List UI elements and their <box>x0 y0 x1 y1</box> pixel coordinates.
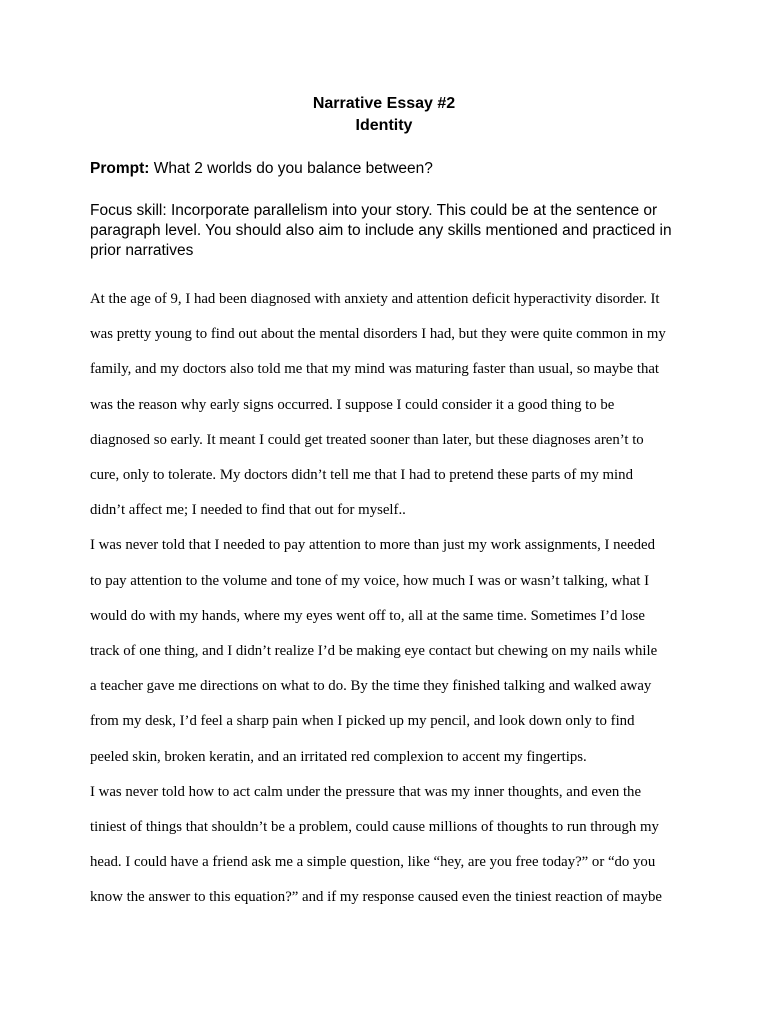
essay-line: I was never told how to act calm under the pressure that was my inner thoughts, and even the <box>90 783 642 800</box>
document-title: Narrative Essay #2 <box>312 95 456 112</box>
essay-line: cure, only to tolerate. My doctors didn’t tell me that I had to pretend these parts of my mind <box>90 467 633 484</box>
essay-line: a teacher gave me directions on what to do. By the time they finished talking and walked away <box>90 678 652 695</box>
prompt-paragraph <box>90 159 690 179</box>
document-subtitle: Identity <box>355 117 413 134</box>
essay-line: would do with my hands, where my eyes went off to, all at the same time. Sometimes I’d lose <box>90 607 645 624</box>
essay-line: At the age of 9, I had been diagnosed with anxiety and attention deficit hyperactivity disorder. It <box>90 291 660 307</box>
essay-line: track of one thing, and I didn’t realize I’d be making eye contact but chewing on my nails while <box>90 643 658 660</box>
essay-line: was pretty young to find out about the mental disorders I had, but they were quite common in my <box>90 326 666 343</box>
focus-line: prior narratives <box>90 242 194 259</box>
essay-line: head. I could have a friend ask me a simple question, like “hey, are you free today?” or “do you <box>90 854 656 871</box>
essay-line: from my desk, I’d feel a sharp pain when I picked up my pencil, and look down only to find <box>90 713 635 730</box>
essay-line: tiniest of things that shouldn’t be a problem, could cause millions of thoughts to run through my <box>90 819 659 836</box>
prompt-label: Prompt: <box>90 160 150 177</box>
essay-line: diagnosed so early. It meant I could get treated sooner than later, but these diagnoses aren’t to <box>90 431 644 448</box>
focus-line: paragraph level. You should also aim to include any skills mentioned and practiced in <box>90 222 672 239</box>
essay-line: peeled skin, broken keratin, and an irritated red complexion to accent my fingertips. <box>90 748 587 765</box>
prompt-text: What 2 worlds do you balance between? <box>149 160 433 177</box>
essay-line: know the answer to this equation?” and if my response caused even the tiniest reaction of maybe <box>90 889 662 906</box>
focus-skill-paragraph <box>90 201 686 261</box>
essay-line: family, and my doctors also told me that my mind was maturing faster than usual, so maybe that <box>90 361 660 378</box>
focus-line: Focus skill: Incorporate parallelism into your story. This could be at the sentence or <box>90 202 658 219</box>
essay-line: to pay attention to the volume and tone of my voice, how much I was or wasn’t talking, what I <box>90 572 650 589</box>
essay-body <box>90 282 684 916</box>
essay-line: didn’t affect me; I needed to find that out for myself.. <box>90 502 406 519</box>
essay-line: was the reason why early signs occurred. I suppose I could consider it a good thing to be <box>90 396 615 413</box>
essay-line: I was never told that I needed to pay attention to more than just my work assignments, I needed <box>90 537 656 554</box>
